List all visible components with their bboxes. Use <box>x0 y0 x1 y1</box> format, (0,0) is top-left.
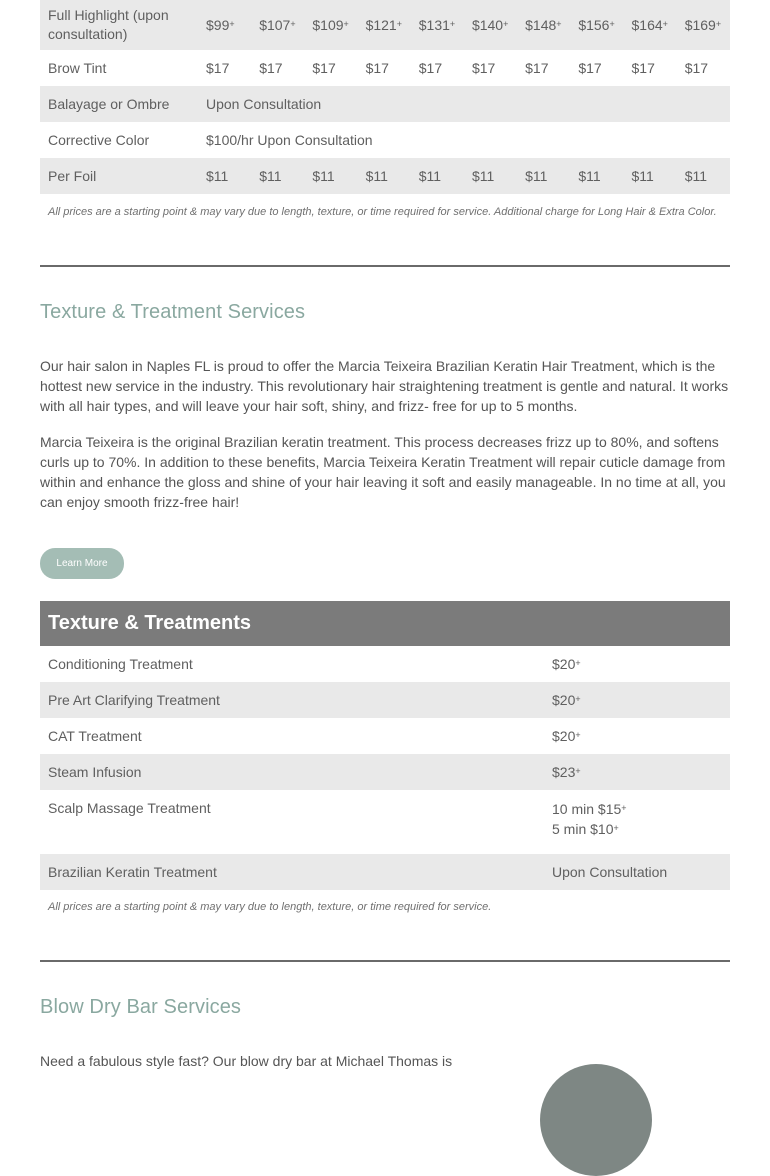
service-name: Balayage or Ombre <box>40 86 198 122</box>
service-name: Per Foil <box>40 158 198 194</box>
price-cell: $109+ <box>304 0 357 50</box>
price-cell: $11 <box>517 158 570 194</box>
price-cell: $121+ <box>358 0 411 50</box>
treatment-name: Steam Infusion <box>40 754 544 790</box>
treatment-price: Upon Consultation <box>544 854 730 890</box>
price-cell: $11 <box>411 158 464 194</box>
blowdry-image <box>540 1064 652 1176</box>
treatment-name: Pre Art Clarifying Treatment <box>40 682 544 718</box>
table-row <box>40 50 730 86</box>
table-row <box>40 790 730 854</box>
price-cell: $17 <box>471 60 496 76</box>
color-price-table <box>40 0 730 194</box>
price-cell: $17 <box>578 60 602 76</box>
color-price-note: All prices are a starting point & may vary due to length, texture, or time required for service. Additional charge for Long Hair & Extra Color. <box>48 206 717 218</box>
price-cell: $17 <box>259 60 283 76</box>
treatment-name: Scalp Massage Treatment <box>48 800 211 816</box>
price-cell: $11 <box>570 158 623 194</box>
treatment-price: $20+ <box>552 656 581 672</box>
treatments-note: All prices are a starting point & may vary due to length, texture, or time required for service. <box>48 901 492 913</box>
table-row <box>40 718 730 754</box>
treatment-name: Brazilian Keratin Treatment <box>40 854 544 890</box>
price-cell: $107+ <box>251 0 304 50</box>
price-cell: $17 <box>631 60 655 76</box>
price-cell: $17 <box>418 60 443 76</box>
table-row <box>40 646 730 682</box>
section-divider <box>40 960 730 962</box>
table-row <box>40 854 730 890</box>
price-cell: $11 <box>251 158 304 194</box>
treatments-price-table <box>40 646 730 890</box>
treatments-table-title: Texture & Treatments <box>40 601 730 646</box>
learn-more-button[interactable]: Learn More <box>40 548 124 579</box>
price-cell: $11 <box>677 158 730 194</box>
treatment-name: Conditioning Treatment <box>48 656 193 672</box>
price-span-cell: $100/hr Upon Consultation <box>206 132 373 148</box>
price-cell: $17 <box>684 60 709 76</box>
table-row <box>40 0 730 50</box>
blowdry-section-title: Blow Dry Bar Services <box>40 996 242 1018</box>
table-row <box>40 682 730 718</box>
price-cell: $11 <box>464 158 517 194</box>
table-row <box>40 86 730 122</box>
price-cell: $169+ <box>677 0 730 50</box>
price-cell: $17 <box>525 60 549 76</box>
treatment-price: $20+ <box>552 728 581 744</box>
texture-paragraph-1: Our hair salon in Naples FL is proud to offer the Marcia Teixeira Brazilian Keratin Hair Treatment, which is the hottest new service in the industry. This revolutionary hair straightening treatment is gentle and natural. It works with all hair types, and will leave your hair soft, shiny, and frizz- free for up to 5 months. <box>40 358 729 414</box>
price-cell: $11 <box>358 158 411 194</box>
price-cell: $156+ <box>570 0 623 50</box>
price-cell: $164+ <box>624 0 677 50</box>
price-cell: $11 <box>304 158 357 194</box>
table-row <box>40 158 730 194</box>
price-cell: $140+ <box>464 0 517 50</box>
service-name: Full Highlight (upon consultation) <box>40 0 198 50</box>
texture-paragraph-2: Marcia Teixeira is the original Brazilian keratin treatment. This process decreases frizz up to 80%, and softens curls up to 70%. In addition to these benefits, Marcia Teixeira Keratin Treatment will repair cuticle damage from within and enhance the gloss and shine of your hair leaving it soft and easily manageable. In no time at all, you can enjoy smooth frizz-free hair! <box>40 434 726 510</box>
table-row <box>40 754 730 790</box>
price-cell: $131+ <box>411 0 464 50</box>
section-divider <box>40 265 730 267</box>
treatment-name: CAT Treatment <box>48 728 142 744</box>
price-cell: $17 <box>206 60 230 76</box>
table-row <box>40 122 730 158</box>
content-column <box>40 0 730 1071</box>
price-cell: $11 <box>624 158 677 194</box>
treatment-price: $23+ <box>544 754 730 790</box>
treatment-price: 10 min $15+ 5 min $10+ <box>552 801 627 837</box>
service-name: Corrective Color <box>48 132 150 148</box>
service-name: Brow Tint <box>48 60 107 76</box>
price-span-cell: Upon Consultation <box>198 86 730 122</box>
price-cell: $17 <box>365 60 389 76</box>
price-cell: $148+ <box>517 0 570 50</box>
learn-more-wrap <box>40 548 730 579</box>
blowdry-paragraph: Need a fabulous style fast? Our blow dry bar at Michael Thomas is <box>40 1053 453 1069</box>
price-cell: $11 <box>198 158 251 194</box>
treatment-price: $20+ <box>544 682 730 718</box>
texture-section-title: Texture & Treatment Services <box>40 301 306 323</box>
price-cell: $17 <box>312 60 336 76</box>
price-cell: $99+ <box>198 0 251 50</box>
